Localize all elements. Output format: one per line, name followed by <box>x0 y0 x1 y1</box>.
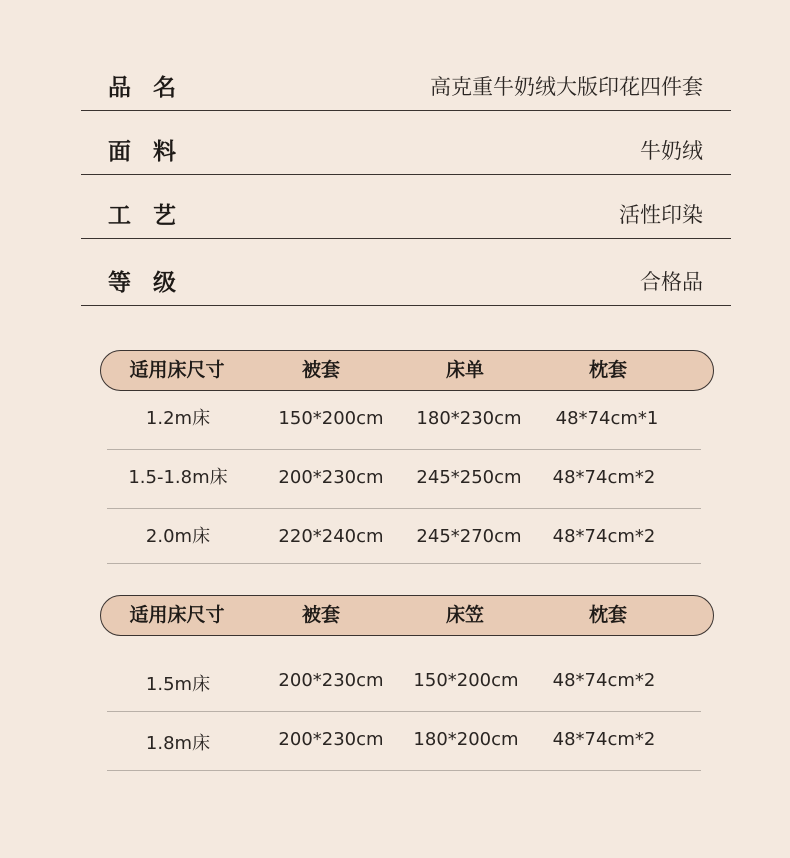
cell-pillowcase: 48*74cm*1 <box>555 408 659 429</box>
table-header <box>100 350 714 391</box>
cell-pillowcase: 48*74cm*2 <box>552 729 656 750</box>
cell-pillowcase: 48*74cm*2 <box>552 467 656 488</box>
product-spec-list <box>81 47 731 306</box>
table-header <box>100 595 714 636</box>
cell-duvet-cover: 200*230cm <box>278 670 384 691</box>
cell-duvet-cover: 150*200cm <box>278 408 384 429</box>
header-bed-sheet: 床单 <box>445 359 485 381</box>
spec-label: 面料 <box>108 139 198 165</box>
spec-value: 牛奶绒 <box>640 139 703 163</box>
table-row <box>107 509 701 564</box>
cell-bed-sheet: 245*270cm <box>416 526 522 547</box>
cell-duvet-cover: 200*230cm <box>278 467 384 488</box>
header-duvet-cover: 被套 <box>301 359 341 381</box>
cell-fitted-sheet: 150*200cm <box>413 670 519 691</box>
cell-pillowcase: 48*74cm*2 <box>552 670 656 691</box>
header-duvet-cover: 被套 <box>301 604 341 626</box>
cell-bed-size: 2.0m床 <box>145 526 211 547</box>
cell-bed-size: 1.8m床 <box>145 733 211 754</box>
spec-row-process <box>81 175 731 239</box>
cell-bed-sheet: 245*250cm <box>416 467 522 488</box>
header-bed-size: 适用床尺寸 <box>129 359 225 381</box>
spec-label: 工艺 <box>108 203 198 229</box>
cell-fitted-sheet: 180*200cm <box>413 729 519 750</box>
header-bed-size: 适用床尺寸 <box>129 604 225 626</box>
spec-row-fabric <box>81 111 731 175</box>
spec-row-name <box>81 47 731 111</box>
header-pillowcase: 枕套 <box>588 604 628 626</box>
spec-label: 等级 <box>108 270 198 296</box>
table-row <box>107 391 701 450</box>
header-pillowcase: 枕套 <box>588 359 628 381</box>
table-row <box>107 450 701 509</box>
cell-bed-size: 1.5-1.8m床 <box>128 467 228 488</box>
header-fitted-sheet: 床笠 <box>445 604 485 626</box>
spec-value: 活性印染 <box>619 203 703 227</box>
table-row <box>107 712 701 771</box>
cell-bed-size: 1.2m床 <box>145 408 211 429</box>
cell-duvet-cover: 200*230cm <box>278 729 384 750</box>
spec-row-grade <box>81 239 731 306</box>
table-row <box>107 636 701 712</box>
spec-value: 合格品 <box>640 270 703 294</box>
cell-pillowcase: 48*74cm*2 <box>552 526 656 547</box>
cell-bed-sheet: 180*230cm <box>416 408 522 429</box>
cell-duvet-cover: 220*240cm <box>278 526 384 547</box>
size-table-bedsheet <box>100 350 714 564</box>
spec-value: 高克重牛奶绒大版印花四件套 <box>430 75 703 99</box>
size-table-fitted-sheet <box>100 595 714 771</box>
spec-label: 品名 <box>108 75 198 101</box>
cell-bed-size: 1.5m床 <box>145 674 211 695</box>
